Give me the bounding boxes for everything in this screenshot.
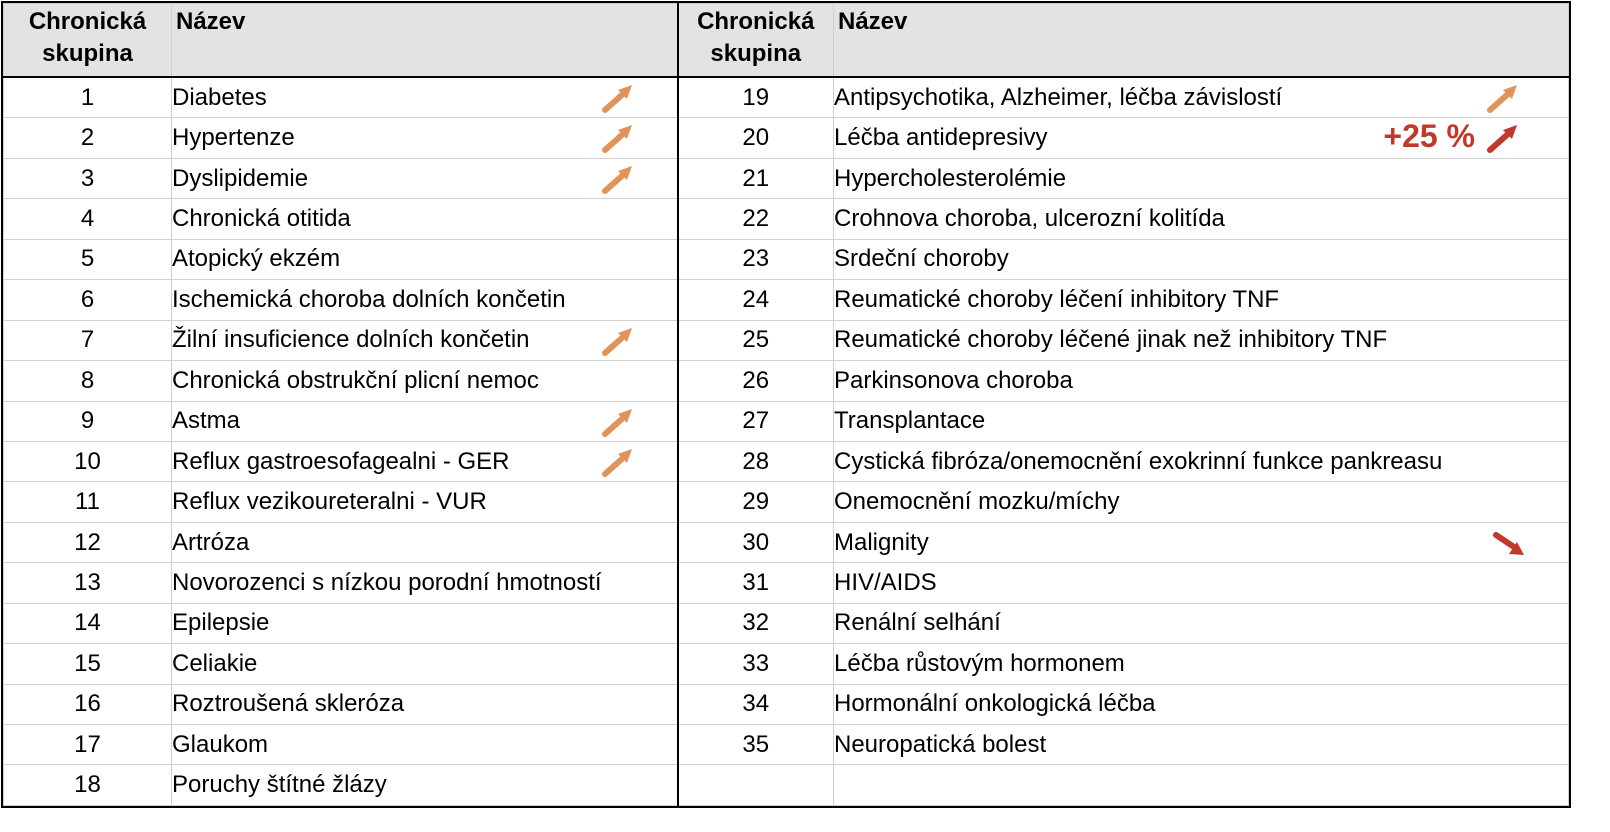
group-name-cell bbox=[172, 522, 678, 562]
group-number-cell bbox=[4, 522, 172, 562]
group-name-cell-text: HIV/AIDS bbox=[834, 568, 937, 596]
group-name-cell-text: Antipsychotika, Alzheimer, léčba závislostí bbox=[834, 83, 1283, 111]
trend-up-arrow-icon bbox=[601, 82, 635, 114]
group-name-cell-text: Neuropatická bolest bbox=[834, 730, 1047, 758]
group-name-cell bbox=[172, 725, 678, 765]
group-number-cell bbox=[4, 320, 172, 360]
group-number-cell bbox=[678, 684, 834, 724]
trend-up-arrow-icon bbox=[601, 446, 635, 478]
table-row bbox=[4, 401, 1569, 441]
group-name-cell-text: Hypertenze bbox=[172, 124, 295, 152]
group-number-cell bbox=[678, 482, 834, 522]
group-name-cell-text: Léčba antidepresivy bbox=[834, 124, 1048, 152]
table-row bbox=[4, 725, 1569, 765]
group-number-cell-text: 10 bbox=[74, 447, 101, 475]
group-number-cell bbox=[4, 199, 172, 239]
group-name-cell-text: Glaukom bbox=[172, 730, 269, 758]
group-name-cell-text: Malignity bbox=[834, 528, 929, 556]
group-name-cell bbox=[834, 118, 1569, 158]
group-name-cell-text: Artróza bbox=[172, 528, 250, 556]
group-name-cell bbox=[834, 765, 1569, 806]
group-number-cell-text: 30 bbox=[742, 528, 770, 556]
group-number-cell bbox=[678, 441, 834, 481]
group-name-cell-text: Reflux vezikoureteralni - VUR bbox=[172, 488, 487, 516]
group-number-cell bbox=[4, 280, 172, 320]
group-number-cell-text: 32 bbox=[742, 609, 770, 637]
group-number-cell-text: 19 bbox=[742, 83, 770, 111]
group-name-cell-text: Hypercholesterolémie bbox=[834, 164, 1067, 192]
group-name-cell-text: Srdeční choroby bbox=[834, 245, 1009, 273]
group-number-cell-text: 28 bbox=[742, 447, 770, 475]
group-number-cell bbox=[4, 401, 172, 441]
group-number-cell-text: 12 bbox=[74, 528, 101, 556]
group-name-cell bbox=[172, 320, 678, 360]
group-number-cell-text: 27 bbox=[742, 407, 770, 435]
group-name-cell bbox=[834, 522, 1569, 562]
group-name-cell-text: Reflux gastroesofagealni - GER bbox=[172, 447, 510, 475]
group-name-cell bbox=[172, 239, 678, 279]
group-name-cell bbox=[172, 280, 678, 320]
group-name-cell-text: Chronická otitida bbox=[172, 205, 351, 233]
group-name-cell bbox=[834, 482, 1569, 522]
group-name-cell bbox=[834, 158, 1569, 198]
group-number-cell-text: 26 bbox=[742, 366, 770, 394]
group-number-cell bbox=[678, 158, 834, 198]
group-number-cell bbox=[678, 644, 834, 684]
table-row bbox=[4, 239, 1569, 279]
group-name-cell bbox=[172, 603, 678, 643]
group-number-cell bbox=[678, 320, 834, 360]
group-number-cell-text: 23 bbox=[742, 245, 770, 273]
group-name-cell-text: Epilepsie bbox=[172, 609, 270, 637]
group-number-cell bbox=[4, 482, 172, 522]
group-name-cell bbox=[834, 644, 1569, 684]
table-row bbox=[4, 158, 1569, 198]
group-name-cell-text: Ischemická choroba dolních končetin bbox=[172, 285, 566, 313]
group-name-cell bbox=[834, 77, 1569, 118]
chronic-groups-table bbox=[3, 3, 1569, 806]
group-name-cell-text: Chronická obstrukční plicní nemoc bbox=[172, 366, 539, 394]
table-row bbox=[4, 644, 1569, 684]
group-number-cell bbox=[678, 603, 834, 643]
group-number-cell-text: 15 bbox=[74, 649, 101, 677]
group-number-cell-text: 11 bbox=[75, 488, 100, 516]
group-number-cell bbox=[678, 401, 834, 441]
group-name-cell bbox=[834, 280, 1569, 320]
group-number-cell-text: 16 bbox=[74, 690, 101, 718]
group-number-cell bbox=[678, 239, 834, 279]
group-name-cell-text: Parkinsonova choroba bbox=[834, 366, 1073, 394]
group-number-cell-text: 31 bbox=[742, 568, 770, 596]
group-name-cell-text: Poruchy štítné žlázy bbox=[172, 771, 387, 799]
table-row bbox=[4, 482, 1569, 522]
group-number-cell bbox=[4, 725, 172, 765]
group-name-cell-text: Diabetes bbox=[172, 83, 267, 111]
header-group-left: Chronická skupina bbox=[4, 4, 172, 78]
group-number-cell-text: 9 bbox=[80, 407, 95, 435]
group-number-cell-text: 5 bbox=[80, 245, 95, 273]
header-name-right: Název bbox=[834, 4, 1569, 78]
table-row bbox=[4, 563, 1569, 603]
group-number-cell-text: 25 bbox=[742, 326, 770, 354]
group-number-cell-text: 14 bbox=[74, 609, 101, 637]
group-name-cell bbox=[172, 482, 678, 522]
table-row bbox=[4, 441, 1569, 481]
group-number-cell bbox=[678, 765, 834, 806]
group-number-cell bbox=[678, 77, 834, 118]
group-name-cell bbox=[834, 563, 1569, 603]
group-name-cell-text: Hormonální onkologická léčba bbox=[834, 690, 1156, 718]
trend-up-arrow-icon bbox=[601, 406, 635, 438]
group-number-cell-text: 34 bbox=[742, 690, 770, 718]
group-name-cell-text: Crohnova choroba, ulcerozní kolitída bbox=[834, 205, 1225, 233]
group-number-cell-text: 22 bbox=[742, 205, 770, 233]
group-number-cell-text: 3 bbox=[80, 164, 95, 192]
group-number-cell bbox=[4, 603, 172, 643]
trend-up-arrow-icon bbox=[601, 122, 635, 154]
group-number-cell-text: 21 bbox=[742, 164, 770, 192]
change-percent-label: +25 % bbox=[1383, 118, 1475, 155]
group-number-cell bbox=[4, 158, 172, 198]
group-name-cell-text: Cystická fibróza/onemocnění exokrinní funkce pankreasu bbox=[834, 447, 1443, 475]
group-number-cell-text: 33 bbox=[742, 649, 770, 677]
group-name-cell-text: Reumatické choroby léčení inhibitory TNF bbox=[834, 285, 1280, 313]
group-name-cell bbox=[172, 644, 678, 684]
group-number-cell-text: 6 bbox=[80, 285, 95, 313]
group-number-cell-text: 24 bbox=[742, 285, 770, 313]
group-name-cell bbox=[834, 603, 1569, 643]
group-number-cell bbox=[678, 725, 834, 765]
group-name-cell bbox=[172, 684, 678, 724]
group-name-cell-text: Atopický ekzém bbox=[172, 245, 341, 273]
group-name-cell-text: Léčba růstovým hormonem bbox=[834, 649, 1125, 677]
trend-up-strong-arrow-icon bbox=[1486, 122, 1520, 154]
header-row bbox=[4, 4, 1569, 78]
group-number-cell-text: 2 bbox=[80, 124, 95, 152]
group-number-cell bbox=[4, 118, 172, 158]
header-group-right: Chronická skupina bbox=[678, 4, 834, 78]
group-name-cell-text: Onemocnění mozku/míchy bbox=[834, 488, 1120, 516]
group-number-cell bbox=[678, 522, 834, 562]
group-name-cell bbox=[834, 401, 1569, 441]
table-row bbox=[4, 199, 1569, 239]
group-name-cell-text: Žilní insuficience dolních končetin bbox=[172, 326, 530, 354]
group-number-cell bbox=[678, 361, 834, 401]
group-name-cell bbox=[172, 765, 678, 806]
group-number-cell bbox=[678, 280, 834, 320]
table-row bbox=[4, 603, 1569, 643]
group-name-cell bbox=[172, 118, 678, 158]
group-number-cell-text: 7 bbox=[80, 326, 95, 354]
group-number-cell-text: 29 bbox=[742, 488, 770, 516]
group-number-cell bbox=[4, 644, 172, 684]
trend-up-arrow-icon bbox=[1486, 82, 1520, 114]
group-number-cell bbox=[678, 199, 834, 239]
group-name-cell-text: Astma bbox=[172, 407, 241, 435]
group-name-cell-text: Reumatické choroby léčené jinak než inhibitory TNF bbox=[834, 326, 1388, 354]
group-number-cell-text: 8 bbox=[80, 366, 95, 394]
group-name-cell bbox=[172, 77, 678, 118]
group-name-cell bbox=[834, 320, 1569, 360]
table-row bbox=[4, 77, 1569, 118]
header-name-left: Název bbox=[172, 4, 678, 78]
table-row bbox=[4, 280, 1569, 320]
trend-up-arrow-icon bbox=[601, 163, 635, 195]
group-number-cell-text: 18 bbox=[74, 771, 101, 799]
group-number-cell bbox=[4, 765, 172, 806]
group-name-cell-text: Novorozenci s nízkou porodní hmotností bbox=[172, 568, 602, 596]
group-name-cell bbox=[834, 239, 1569, 279]
group-number-cell bbox=[4, 239, 172, 279]
table-row bbox=[4, 320, 1569, 360]
group-number-cell-text: 17 bbox=[74, 730, 101, 758]
group-name-cell-text: Roztroušená skleróza bbox=[172, 690, 405, 718]
group-number-cell-text: 20 bbox=[742, 124, 770, 152]
group-name-cell bbox=[834, 361, 1569, 401]
group-number-cell-text: 4 bbox=[80, 205, 95, 233]
group-number-cell bbox=[678, 563, 834, 603]
group-name-cell-text: Celiakie bbox=[172, 649, 258, 677]
table-row bbox=[4, 522, 1569, 562]
group-number-cell bbox=[4, 563, 172, 603]
group-number-cell-text: 35 bbox=[742, 730, 770, 758]
trend-up-arrow-icon bbox=[601, 325, 635, 357]
group-name-cell bbox=[172, 401, 678, 441]
group-name-cell bbox=[172, 563, 678, 603]
group-number-cell bbox=[4, 441, 172, 481]
table-row bbox=[4, 118, 1569, 158]
trend-down-arrow-icon bbox=[1492, 527, 1526, 559]
group-name-cell-text: Dyslipidemie bbox=[172, 164, 309, 192]
group-name-cell bbox=[834, 441, 1569, 481]
table-row bbox=[4, 361, 1569, 401]
group-number-cell bbox=[4, 361, 172, 401]
group-name-cell bbox=[834, 199, 1569, 239]
group-name-cell-text: Transplantace bbox=[834, 407, 986, 435]
group-name-cell bbox=[834, 725, 1569, 765]
group-number-cell bbox=[678, 118, 834, 158]
group-number-cell bbox=[4, 684, 172, 724]
group-name-cell-text: Renální selhání bbox=[834, 609, 1001, 637]
group-name-cell bbox=[172, 199, 678, 239]
group-name-cell bbox=[172, 441, 678, 481]
table-row bbox=[4, 765, 1569, 806]
group-name-cell bbox=[172, 361, 678, 401]
group-number-cell-text: 13 bbox=[74, 568, 101, 596]
group-name-cell bbox=[834, 684, 1569, 724]
group-number-cell-text: 1 bbox=[80, 83, 95, 111]
table-row bbox=[4, 684, 1569, 724]
group-name-cell bbox=[172, 158, 678, 198]
group-number-cell bbox=[4, 77, 172, 118]
